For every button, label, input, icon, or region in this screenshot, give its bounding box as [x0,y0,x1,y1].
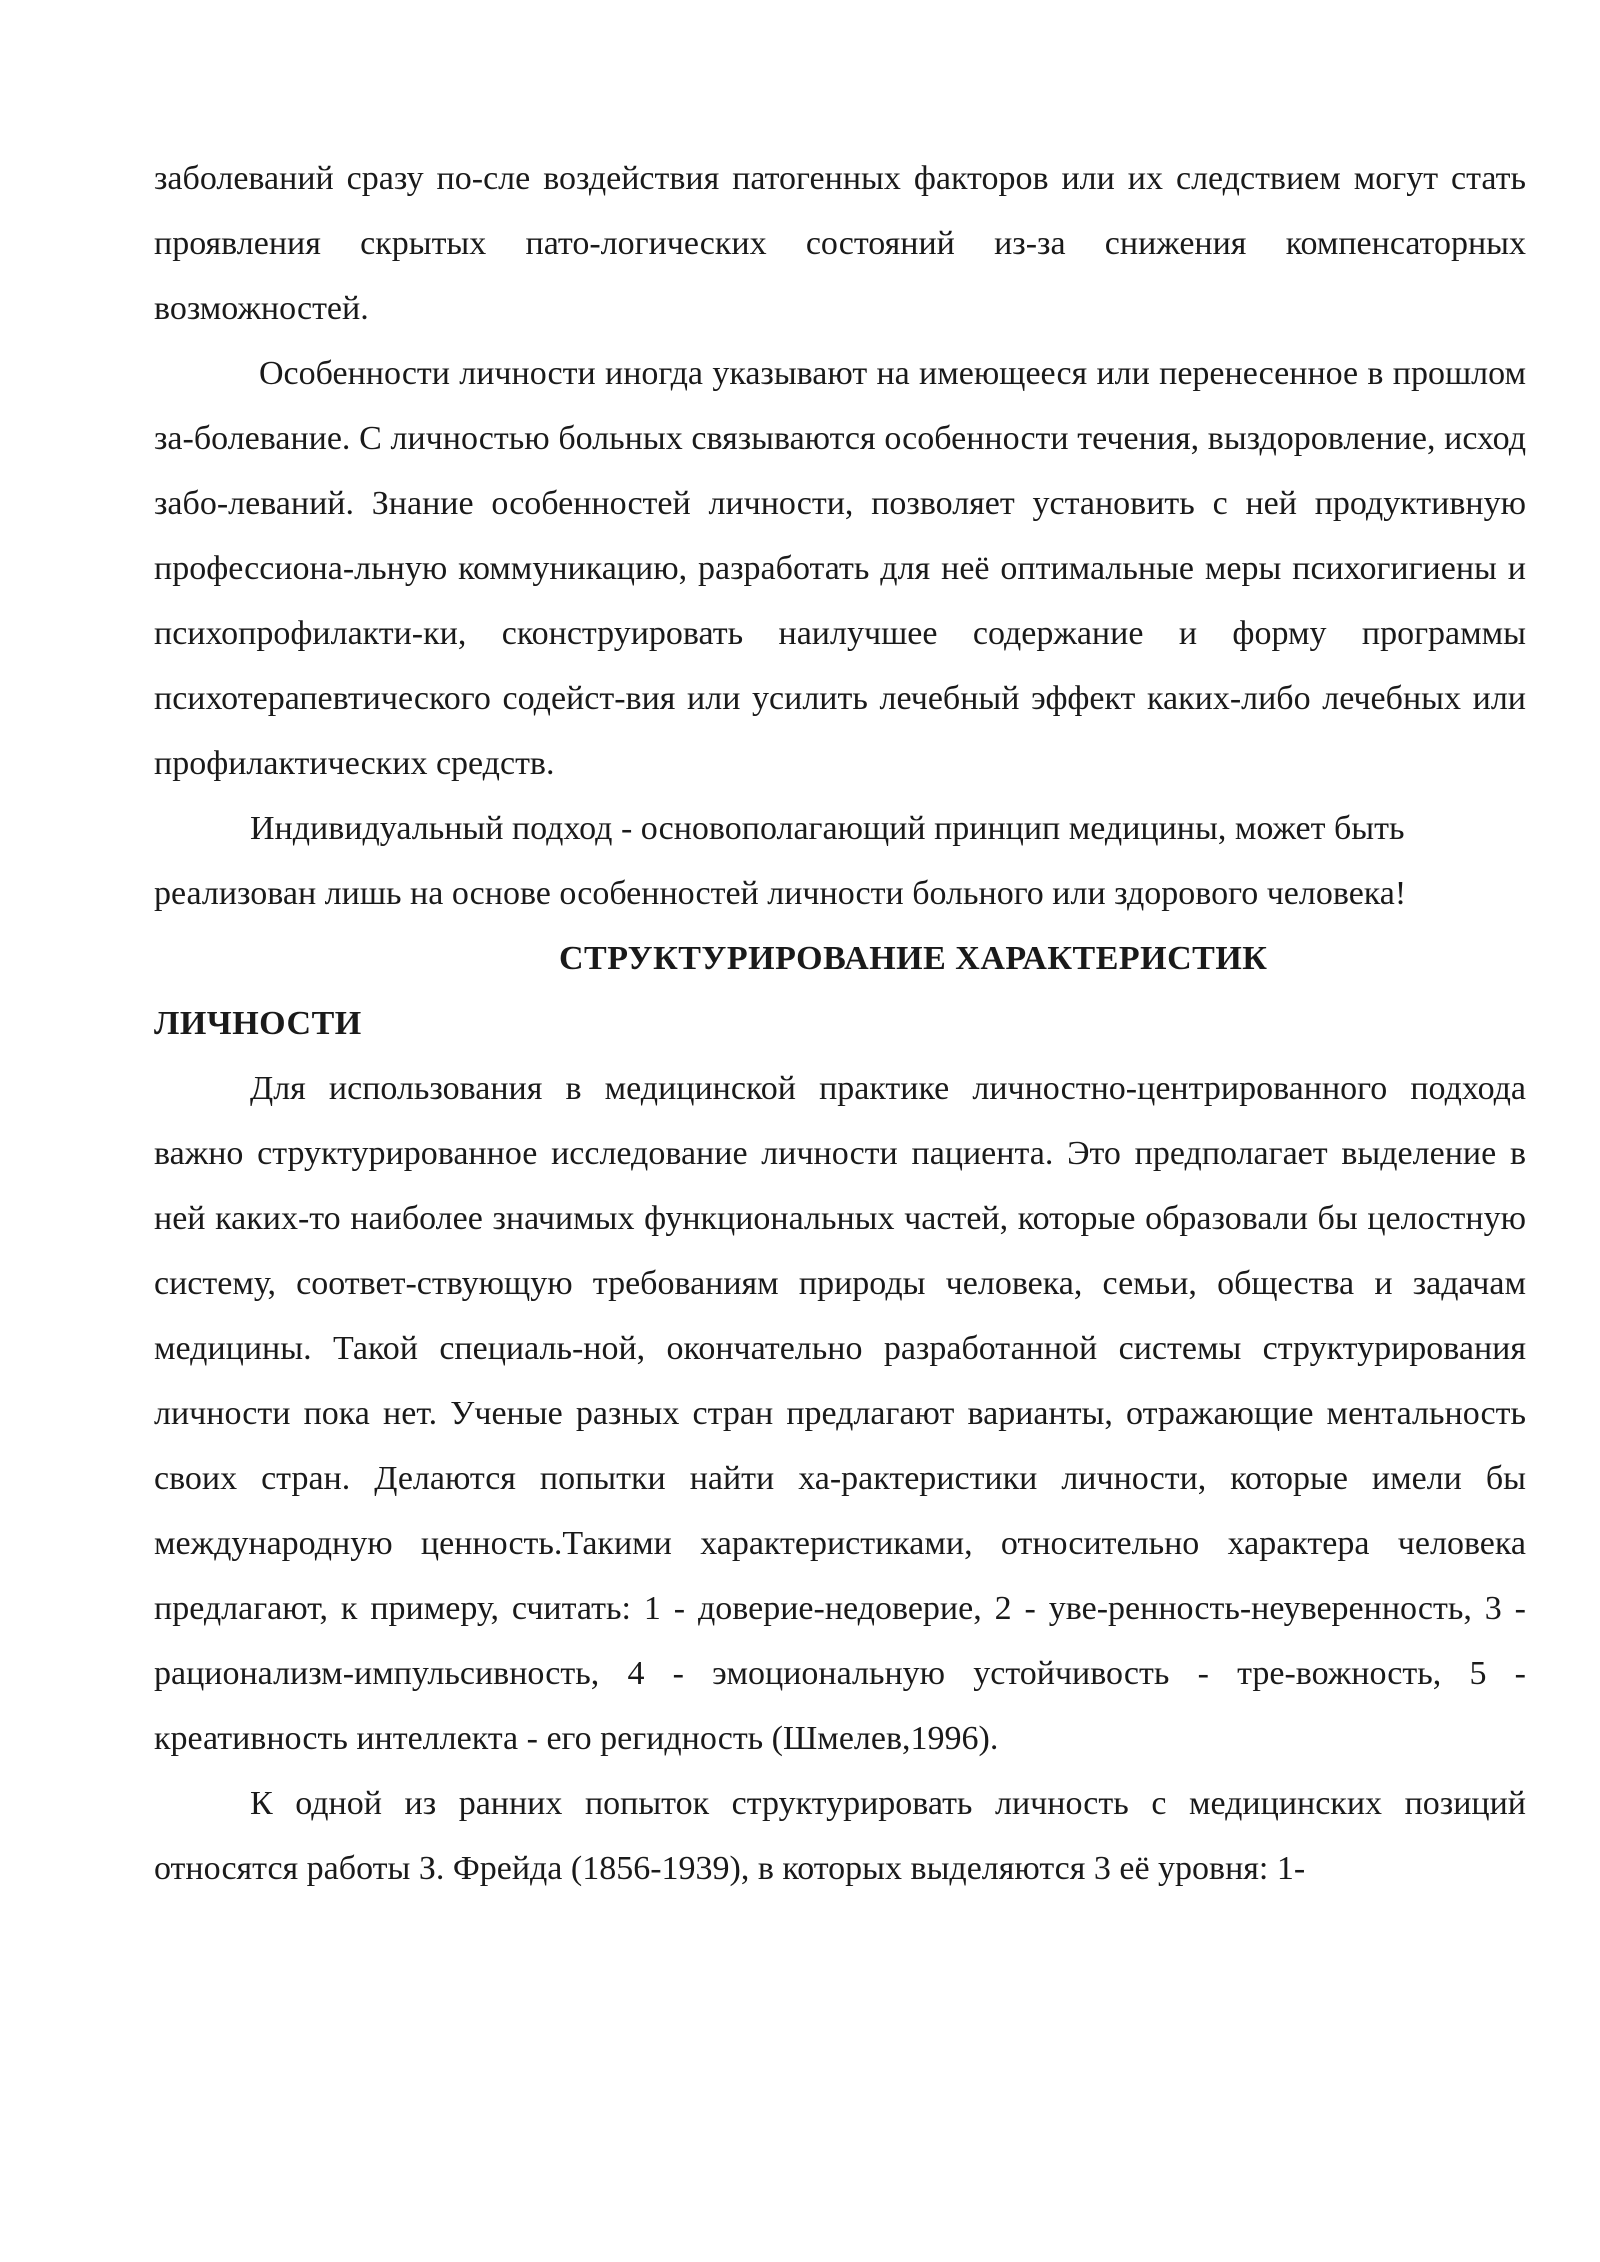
paragraph-structured-research: Для использования в медицинской практике личностно-центрированного подхода важно структурированное исследование личности пациента. Это предполагает выделение в ней каких-то наиболее значимых функциональных частей, которые образовали бы целостную систему, соответ-ствующую требованиям природы человека, семьи, общества и задачам медицины. Такой специаль-ной, окончательно разработанной системы структурирования личности пока нет. Ученые разных стран предлагают варианты, отражающие ментальность своих стран. Делаются попытки найти ха-рактеристики личности, которые имели бы международную ценность.Такими характеристиками, относительно характера человека предлагают, к примеру, считать: 1 - доверие-недоверие, 2 - уве-ренность-неуверенность, 3 - рационализм-импульсивность, 4 - эмоциональную устойчивость - тре-вожность, 5 - креативность интеллекта - его регидность (Шмелев,1996). [154,1070,1526,1757]
section-heading-line2: ЛИЧНОСТИ [154,1005,362,1042]
section-heading-line1: СТРУКТУРИРОВАНИЕ ХАРАКТЕРИСТИК [559,940,1268,977]
paragraph-personality-features: Особенности личности иногда указывают на имеющееся или перенесенное в прошлом за-болевание. С личностью больных связываются особенности течения, выздоровление, исход забо-леваний. Знание особенностей личности, позволяет установить с ней продуктивную профессиона-льную коммуникацию, разработать для неё оптимальные меры психогигиены и психопрофилакти-ки, сконструировать наилучшее содержание и форму программы психотерапевтического содейст-вия или усилить лечебный эффект каких-либо лечебных или профилактических средств. [154,355,1526,782]
paragraph-continuation: заболеваний сразу по-сле воздействия патогенных факторов или их следствием могут стать проявления скрытых пато-логических состояний из-за снижения компенсаторных возможностей. [154,160,1526,327]
paragraph-freud: К одной из ранних попыток структурировать личность с медицинских позиций относятся работы З. Фрейда (1856-1939), в которых выделяются 3 её уровня: 1- [154,1785,1526,1887]
paragraph-individual-approach: Индивидуальный подход - основополагающий принцип медицины, может быть реализован лишь на основе особенностей личности больного или здорового человека! [154,810,1407,912]
document-page [154,146,1526,1901]
